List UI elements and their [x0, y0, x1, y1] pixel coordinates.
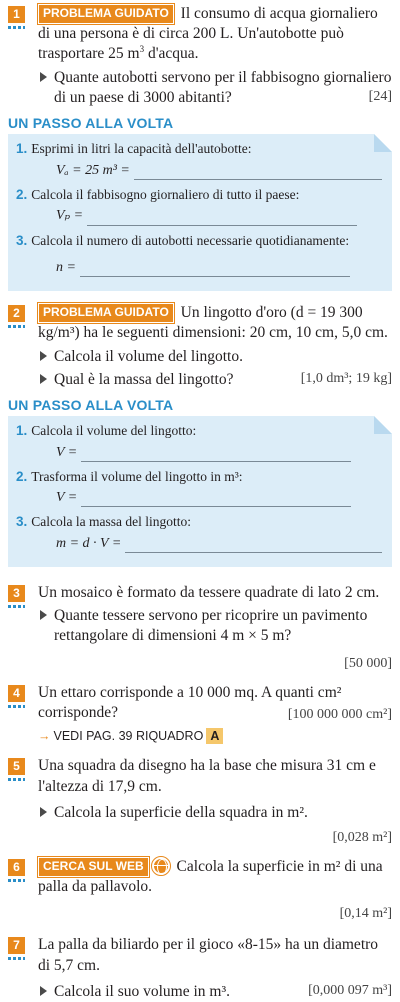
- globe-icon: [152, 857, 170, 875]
- answer-line-1[interactable]: Vₐ = 25 m³ =: [16, 162, 382, 180]
- step-box-2: [8, 416, 392, 567]
- exercise-number-underline: [8, 26, 25, 29]
- exercise-text-sup: 3: [139, 44, 145, 55]
- step-2: 2. Trasforma il volume del lingotto in m³:: [16, 468, 243, 484]
- triangle-bullet-icon: [40, 351, 47, 361]
- box-tag: A: [206, 728, 223, 744]
- question-2: Qual è la massa del lingotto? [1,0 dm³; 19 kg]: [38, 370, 392, 390]
- exercise-number: 3: [8, 585, 25, 602]
- exercise-2: [8, 303, 392, 390]
- exercise-4: [8, 683, 392, 745]
- answer: [0,028 m²]: [332, 829, 392, 845]
- exercise-text: Un lingotto d'oro (d = 19 300 kg/m³) ha le seguenti dimensioni: 20 cm, 10 cm, 5,0 cm.: [38, 304, 388, 342]
- step-2: 2. Calcola il fabbisogno giornaliero di tutto il paese:: [16, 186, 300, 202]
- exercise-number: 6: [8, 859, 25, 876]
- triangle-bullet-icon: [40, 610, 47, 620]
- question-1: Calcola il volume del lingotto.: [38, 347, 392, 367]
- page-reference-link[interactable]: → VEDI PAG. 39 RIQUADRO A: [38, 728, 392, 744]
- exercise-6: [8, 857, 392, 923]
- answer: [1,0 dm³; 19 kg]: [300, 370, 392, 386]
- exercise-number: 2: [8, 305, 25, 322]
- exercise-text: Un mosaico è formato da tessere quadrate di lato 2 cm.: [38, 584, 380, 602]
- triangle-bullet-icon: [40, 986, 47, 996]
- exercise-number-underline: [8, 325, 25, 328]
- answer-line-3[interactable]: n =: [16, 259, 382, 277]
- step-1: 1. Esprimi in litri la capacità dell'autobotte:: [16, 141, 252, 157]
- exercise-number-underline: [8, 879, 25, 882]
- question: Calcola la superficie della squadra in m².: [38, 803, 392, 823]
- problema-guidato-badge: PROBLEMA GUIDATO: [38, 303, 174, 323]
- exercise-number-underline: [8, 957, 25, 960]
- triangle-bullet-icon: [40, 807, 47, 817]
- step-by-step-title: UN PASSO ALLA VOLTA: [8, 114, 174, 131]
- exercise-text: Un ettaro corrisponde a 10 000 mq. A quanti cm² corrisponde?: [38, 683, 342, 721]
- exercise-7: [8, 935, 392, 1001]
- answer-line-2[interactable]: V =: [16, 489, 382, 507]
- page-fold-icon: [374, 134, 392, 152]
- step-1: 1. Calcola il volume del lingotto:: [16, 423, 197, 438]
- exercise-number: 4: [8, 685, 25, 702]
- exercise-text: La palla da biliardo per il gioco «8-15» ha un diametro di 5,7 cm.: [38, 936, 379, 974]
- exercise-5: [8, 756, 392, 847]
- exercise-number-underline: [8, 778, 25, 781]
- exercise-text: Il consumo di acqua giornaliero di una persona è di circa 200 L. Un'autobotte può trasportare 25 m: [38, 5, 378, 63]
- question: Quante tessere servono per ricoprire un pavimento rettangolare di dimensioni 4 m × 5 m?: [38, 606, 392, 646]
- exercise-number-underline: [8, 605, 25, 608]
- answer: [0,14 m²]: [339, 906, 392, 922]
- cerca-sul-web-badge: CERCA SUL WEB: [38, 857, 149, 877]
- exercise-1: [8, 4, 392, 108]
- exercise-number-underline: [8, 705, 25, 708]
- answer-line-2[interactable]: Vₚ =: [16, 207, 382, 225]
- triangle-bullet-icon: [40, 72, 47, 82]
- answer: [100 000 000 cm²]: [287, 706, 392, 722]
- exercise-text: Una squadra da disegno ha la base che misura 31 cm e l'altezza di 17,9 cm.: [38, 757, 376, 795]
- exercise-number: 1: [8, 6, 25, 23]
- triangle-bullet-icon: [40, 374, 47, 384]
- question: Calcola il suo volume in m³. [0,000 097 m³]: [38, 982, 392, 1002]
- step-3: 3. Calcola la massa del lingotto:: [16, 514, 191, 530]
- exercise-number: 7: [8, 937, 25, 954]
- question: Quante autobotti servono per il fabbisogno giornaliero di un paese di 3000 abitanti? [24]: [38, 68, 392, 108]
- arrow-right-icon: →: [38, 729, 51, 744]
- answer: [0,000 097 m³]: [308, 982, 392, 998]
- answer-line-3[interactable]: m = d · V =: [16, 535, 382, 553]
- answer: [24]: [368, 88, 392, 104]
- step-by-step-title: UN PASSO ALLA VOLTA: [8, 396, 174, 413]
- step-3: 3. Calcola il numero di autobotti necessarie quotidianamente:: [16, 232, 350, 248]
- exercise-text: Calcola la superficie in m² di una palla da pallavolo.: [38, 858, 383, 896]
- step-box-1: [8, 134, 392, 291]
- answer-line-1[interactable]: V =: [16, 444, 382, 462]
- exercise-text-end: d'acqua.: [144, 45, 199, 63]
- exercise-3: [8, 583, 392, 673]
- exercise-number: 5: [8, 758, 25, 775]
- problema-guidato-badge: PROBLEMA GUIDATO: [38, 4, 174, 24]
- page-fold-icon: [374, 416, 392, 434]
- answer: [50 000]: [344, 655, 392, 671]
